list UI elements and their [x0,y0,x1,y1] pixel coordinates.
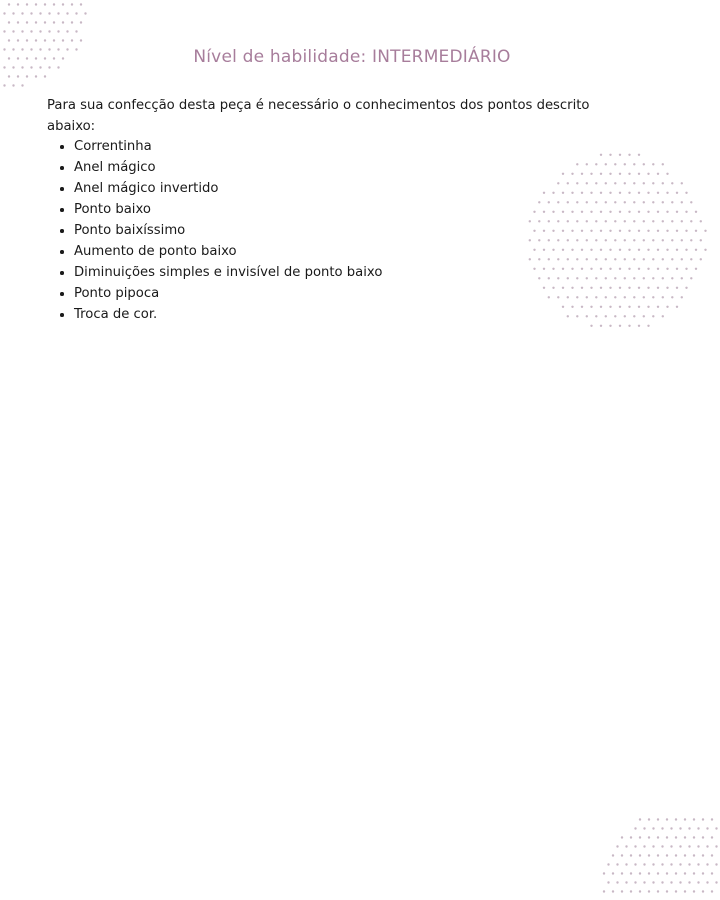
dot-pattern-bottom-right [595,815,720,900]
dot-pattern-top-left [0,0,90,90]
page-title: Nível de habilidade: INTERMEDIÁRIO [193,47,511,67]
list-item: Diminuições simples e invisível de ponto baixo [47,262,382,283]
stitch-list [47,136,382,325]
list-item: Ponto baixo [47,199,382,220]
list-item: Anel mágico invertido [47,178,382,199]
list-item: Ponto pipoca [47,283,382,304]
dot-pattern-right [525,150,710,335]
list-item: Correntinha [47,136,382,157]
list-item: Anel mágico [47,157,382,178]
intro-paragraph: Para sua confecção desta peça é necessário o conhecimentos dos pontos descrito abaixo: [47,98,590,134]
list-item: Troca de cor. [47,304,382,325]
list-item: Aumento de ponto baixo [47,241,382,262]
list-item: Ponto baixíssimo [47,220,382,241]
